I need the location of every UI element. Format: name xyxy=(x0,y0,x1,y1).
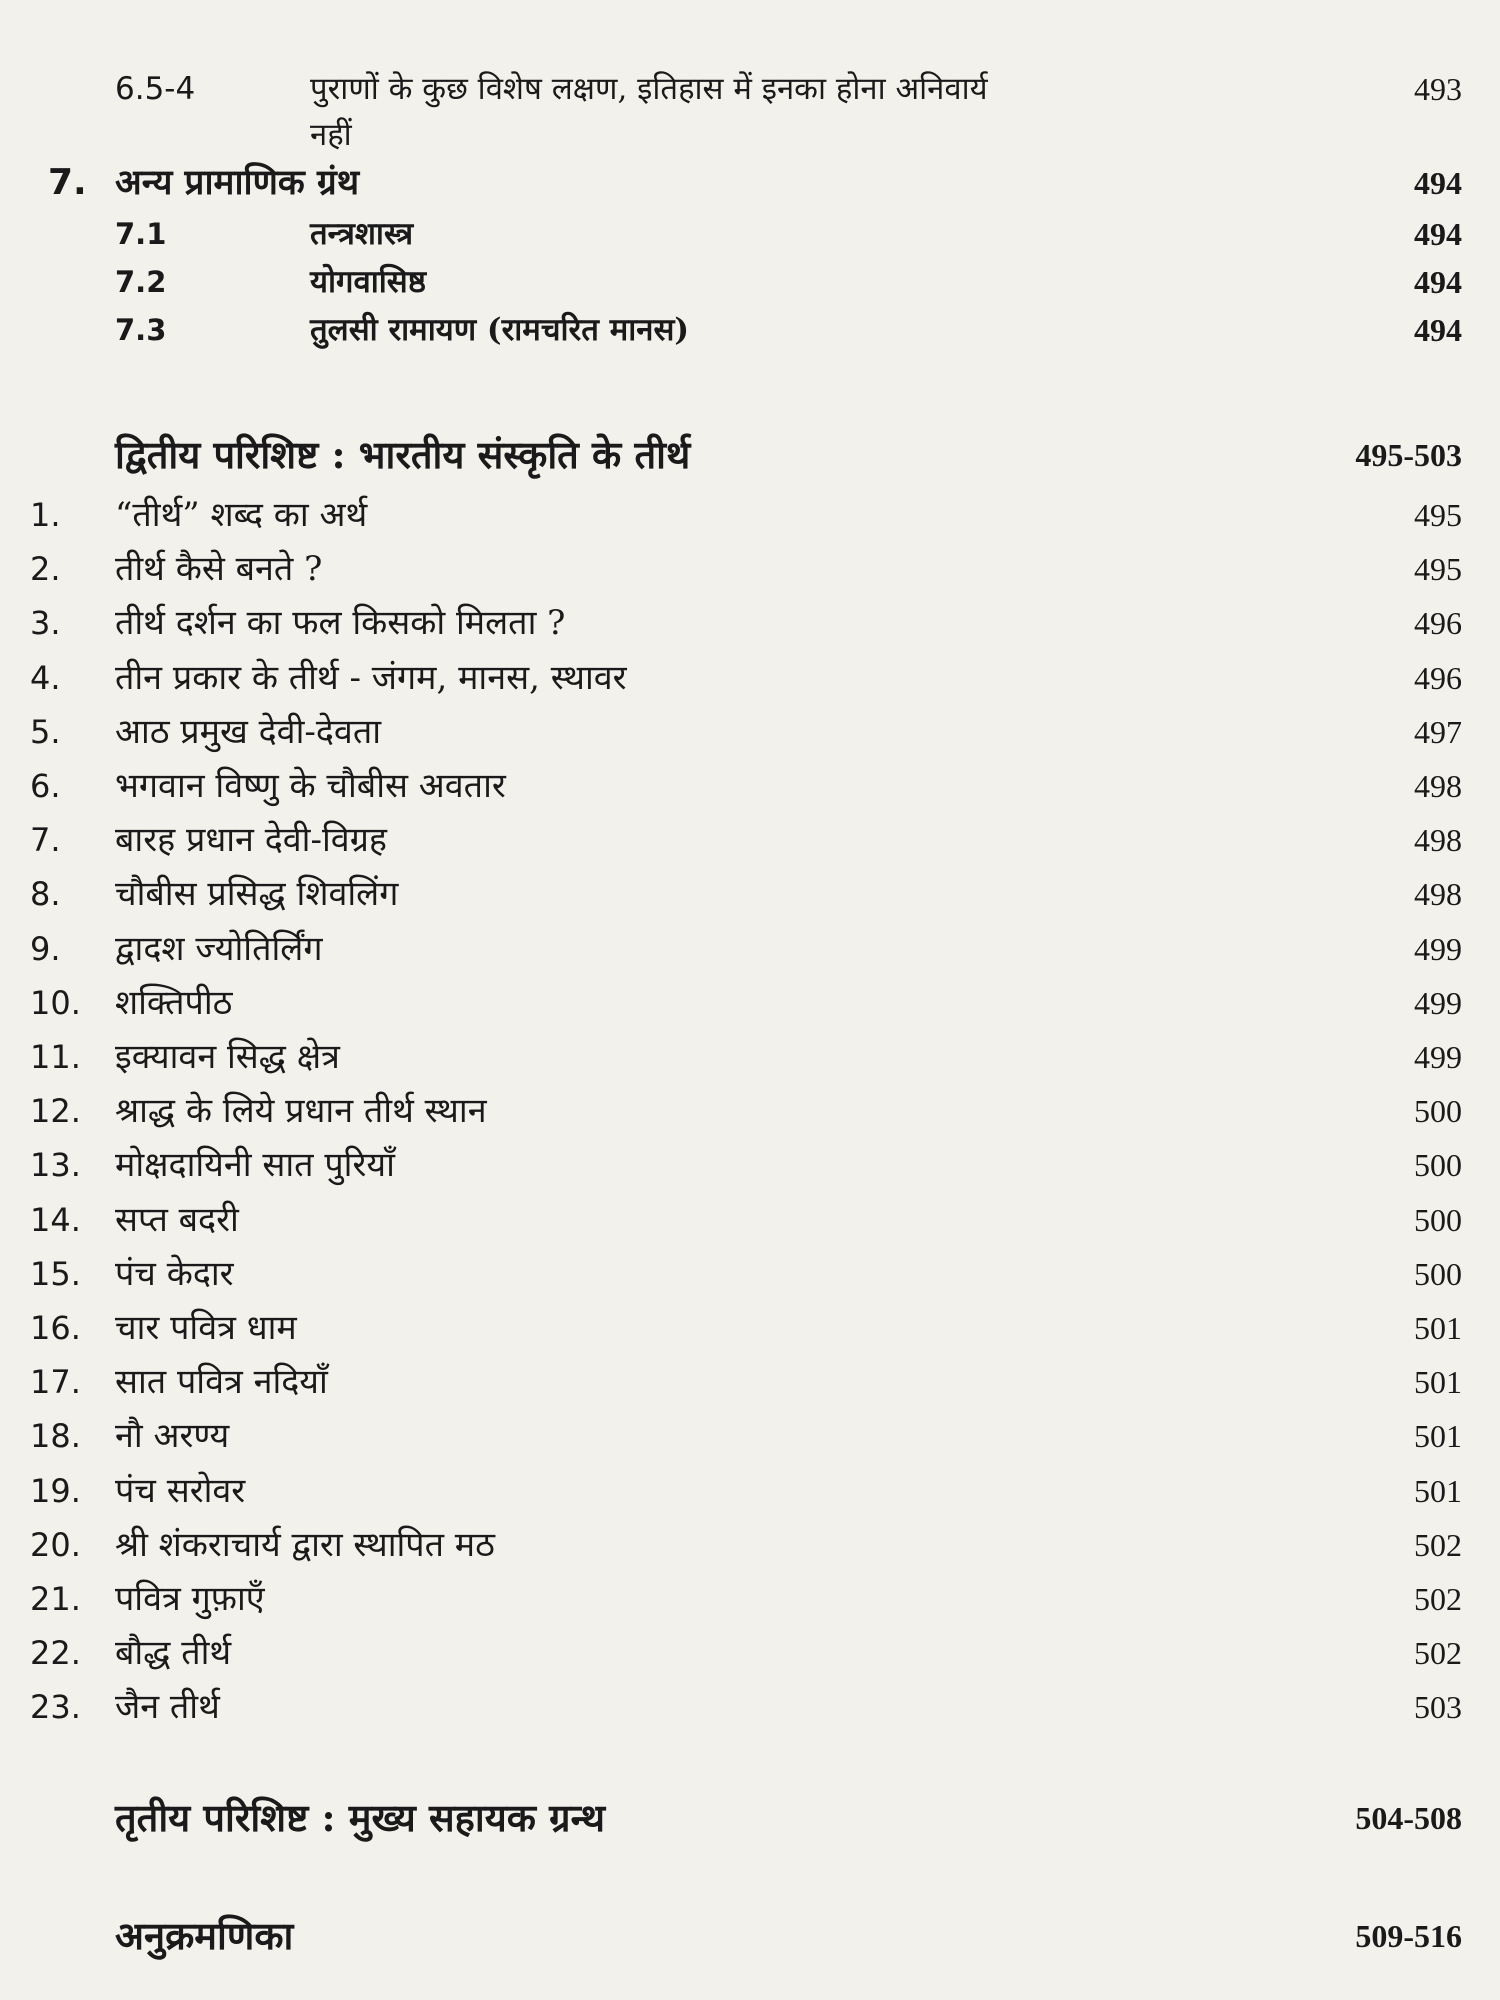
toc-entry xyxy=(0,1626,1500,1680)
entry-title: योगवासिष्ठ xyxy=(310,264,426,300)
toc-entry xyxy=(0,1409,1500,1463)
entry-number: 4. xyxy=(30,659,61,697)
entry-title: सप्त बदरी xyxy=(115,1200,239,1240)
entry-page: 497 xyxy=(1414,714,1462,750)
entry-number: 1. xyxy=(30,496,61,534)
toc-entry xyxy=(0,207,1500,261)
entry-number: 7.3 xyxy=(115,313,167,347)
entry-title: बारह प्रधान देवी-विग्रह xyxy=(115,820,387,860)
toc-entry xyxy=(0,1084,1500,1138)
entry-number: 16. xyxy=(30,1309,81,1347)
entry-page: 499 xyxy=(1414,1039,1462,1075)
entry-title: इक्यावन सिद्ध क्षेत्र xyxy=(115,1037,340,1077)
entry-page: 500 xyxy=(1414,1256,1462,1292)
entry-number: 18. xyxy=(30,1417,81,1455)
toc-entry xyxy=(0,651,1500,705)
toc-entry xyxy=(0,922,1500,976)
toc-entry xyxy=(0,62,1500,162)
toc-entry xyxy=(0,255,1500,309)
toc-entry xyxy=(0,156,1500,210)
entry-title: पंच केदार xyxy=(115,1254,234,1294)
entry-number: 6.5-4 xyxy=(115,71,196,107)
toc-entry xyxy=(0,1030,1500,1084)
entry-number: 21. xyxy=(30,1580,81,1618)
entry-page: 499 xyxy=(1414,985,1462,1021)
entry-number: 20. xyxy=(30,1526,81,1564)
entry-title: पंच सरोवर xyxy=(115,1471,246,1511)
entry-page: 500 xyxy=(1414,1147,1462,1183)
entry-page: 493 xyxy=(1414,71,1462,107)
entry-page: 498 xyxy=(1414,876,1462,912)
entry-number: 22. xyxy=(30,1634,81,1672)
entry-title: अन्य प्रामाणिक ग्रंथ xyxy=(115,162,360,203)
entry-title: तीन प्रकार के तीर्थ - जंगम, मानस, स्थावर xyxy=(115,658,627,698)
entry-page: 494 xyxy=(1414,264,1462,300)
entry-page: 498 xyxy=(1414,822,1462,858)
entry-title: चार पवित्र धाम xyxy=(115,1308,297,1348)
entry-title: भगवान विष्णु के चौबीस अवतार xyxy=(115,766,506,806)
toc-entry xyxy=(0,596,1500,650)
entry-page: 495 xyxy=(1414,497,1462,533)
entry-page: 501 xyxy=(1414,1473,1462,1509)
toc-entry xyxy=(0,976,1500,1030)
section-heading xyxy=(0,425,1500,485)
entry-title: श्री शंकराचार्य द्वारा स्थापित मठ xyxy=(115,1525,495,1565)
entry-page: 502 xyxy=(1414,1635,1462,1671)
entry-number: 11. xyxy=(30,1038,81,1076)
entry-title: द्वादश ज्योतिर्लिंग xyxy=(115,929,323,969)
entry-number: 17. xyxy=(30,1363,81,1401)
section-title: अनुक्रमणिका xyxy=(115,1913,294,1958)
entry-number: 23. xyxy=(30,1688,81,1726)
section-title: द्वितीय परिशिष्ट : भारतीय संस्कृति के तीर्थ xyxy=(115,432,691,477)
entry-number: 19. xyxy=(30,1472,81,1510)
entry-number: 15. xyxy=(30,1255,81,1293)
entry-title: सात पवित्र नदियाँ xyxy=(115,1362,328,1402)
toc-entry xyxy=(0,1464,1500,1518)
entry-number: 12. xyxy=(30,1092,81,1130)
entry-page: 501 xyxy=(1414,1418,1462,1454)
entry-number: 7. xyxy=(48,162,87,203)
entry-page: 494 xyxy=(1414,165,1462,201)
entry-title: नौ अरण्य xyxy=(115,1416,230,1456)
entry-title: “तीर्थ” शब्द का अर्थ xyxy=(115,495,368,535)
entry-page: 502 xyxy=(1414,1581,1462,1617)
entry-page: 499 xyxy=(1414,931,1462,967)
toc-entry xyxy=(0,1518,1500,1572)
toc-entry xyxy=(0,303,1500,357)
entry-page: 498 xyxy=(1414,768,1462,804)
entry-title: पवित्र गुफ़ाएँ xyxy=(115,1579,265,1619)
entry-number: 7.2 xyxy=(115,265,167,299)
entry-number: 14. xyxy=(30,1201,81,1239)
section-title: तृतीय परिशिष्ट : मुख्य सहायक ग्रन्थ xyxy=(115,1795,606,1840)
toc-entry xyxy=(0,1301,1500,1355)
entry-number: 3. xyxy=(30,604,61,642)
entry-number: 6. xyxy=(30,767,61,805)
entry-title: तीर्थ कैसे बनते ? xyxy=(115,549,323,589)
toc-entry xyxy=(0,1572,1500,1626)
entry-number: 5. xyxy=(30,713,61,751)
section-heading xyxy=(0,1788,1500,1848)
entry-number: 2. xyxy=(30,550,61,588)
entry-title: पुराणों के कुछ विशेष लक्षण, इतिहास में इनका होना अनिवार्य xyxy=(310,71,988,107)
entry-number: 13. xyxy=(30,1146,81,1184)
entry-title: जैन तीर्थ xyxy=(115,1687,220,1727)
section-pages: 509-516 xyxy=(1355,1918,1462,1954)
section-pages: 504-508 xyxy=(1355,1800,1462,1836)
entry-number: 9. xyxy=(30,930,61,968)
section-pages: 495-503 xyxy=(1355,437,1462,473)
toc-entry xyxy=(0,1247,1500,1301)
entry-title: बौद्ध तीर्थ xyxy=(115,1633,232,1673)
entry-title: तुलसी रामायण (रामचरित मानस) xyxy=(310,312,690,348)
toc-entry xyxy=(0,542,1500,596)
entry-title: चौबीस प्रसिद्ध शिवलिंग xyxy=(115,874,399,914)
entry-number: 7. xyxy=(30,821,61,859)
entry-title: तन्त्रशास्त्र xyxy=(310,216,414,252)
entry-page: 502 xyxy=(1414,1527,1462,1563)
entry-page: 501 xyxy=(1414,1364,1462,1400)
toc-entry xyxy=(0,867,1500,921)
toc-entry xyxy=(0,705,1500,759)
entry-page: 494 xyxy=(1414,216,1462,252)
entry-page: 500 xyxy=(1414,1202,1462,1238)
entry-number: 8. xyxy=(30,875,61,913)
toc-entry xyxy=(0,488,1500,542)
toc-entry xyxy=(0,1138,1500,1192)
entry-title: तीर्थ दर्शन का फल किसको मिलता ? xyxy=(115,603,566,643)
entry-page: 494 xyxy=(1414,312,1462,348)
entry-title: मोक्षदायिनी सात पुरियाँ xyxy=(115,1145,395,1185)
entry-page: 501 xyxy=(1414,1310,1462,1346)
entry-title: शक्तिपीठ xyxy=(115,983,233,1023)
entry-page: 495 xyxy=(1414,551,1462,587)
entry-page: 496 xyxy=(1414,605,1462,641)
entry-page: 500 xyxy=(1414,1093,1462,1129)
entry-title: श्राद्ध के लिये प्रधान तीर्थ स्थान xyxy=(115,1091,487,1131)
toc-entry xyxy=(0,813,1500,867)
toc-entry xyxy=(0,1355,1500,1409)
toc-entry xyxy=(0,1680,1500,1734)
toc-entry xyxy=(0,1193,1500,1247)
entry-number: 7.1 xyxy=(115,217,167,251)
entry-title: आठ प्रमुख देवी-देवता xyxy=(115,712,382,752)
entry-title-continued: नहीं xyxy=(310,117,352,153)
section-heading xyxy=(0,1906,1500,1966)
entry-page: 496 xyxy=(1414,660,1462,696)
toc-entry xyxy=(0,759,1500,813)
entry-number: 10. xyxy=(30,984,81,1022)
entry-page: 503 xyxy=(1414,1689,1462,1725)
